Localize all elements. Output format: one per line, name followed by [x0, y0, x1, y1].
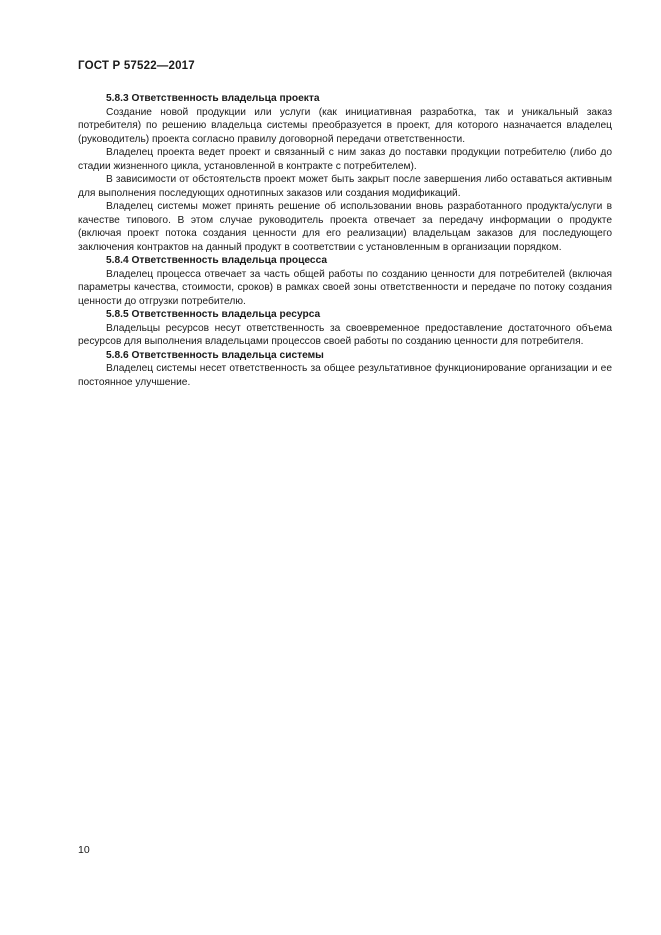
- section-heading-5-8-3: 5.8.3 Ответственность владельца проекта: [106, 93, 320, 104]
- document-body: [78, 92, 612, 389]
- paragraph: В зависимости от обстоятельств проект может быть закрыт после завершения либо оставаться активным для выполнения последующих однотипных заказов или создания модификаций.: [78, 174, 612, 199]
- section-heading-5-8-4: 5.8.4 Ответственность владельца процесса: [106, 255, 328, 266]
- paragraph: Владельцы ресурсов несут ответственность за своевременное предоставление достаточного объема ресурсов для выполнения владельцами процессов своей работы по созданию ценности для потребителя.: [78, 322, 612, 347]
- paragraph: Владелец системы может принять решение об использовании вновь разработанного продукта/услуги в качестве типового. В этом случае руководитель проекта отвечает за передачу информации о продукте (включая проект потока создания ценности для его реализации) владельцам заказов для последующего заключения контрактов на данный продукт в соответствии с установленным в организации порядком.: [78, 201, 612, 253]
- paragraph: Создание новой продукции или услуги (как инициативная разработка, так и уникальный заказ потребителя) по решению владельца системы преобразуется в проект, для которого назначается владелец (руководитель) проекта согласно правилу договорной передачи ответственности.: [78, 106, 612, 145]
- paragraph: Владелец процесса отвечает за часть общей работы по созданию ценности для потребителей (включая параметры качества, стоимости, сроков) в рамках своей зоны ответственности и передаче по потоку создания ценности до отгрузки потребителю.: [78, 268, 612, 307]
- section-heading-5-8-5: 5.8.5 Ответственность владельца ресурса: [106, 309, 321, 320]
- paragraph: Владелец проекта ведет проект и связанный с ним заказ до поставки продукции потребителю (либо до стадии жизненного цикла, установленной в контракте с потребителем).: [78, 147, 612, 172]
- section-heading-5-8-6: 5.8.6 Ответственность владельца системы: [106, 349, 324, 361]
- page-number: 10: [78, 844, 90, 856]
- paragraph: Владелец системы несет ответственность за общее результативное функционирование организации и ее постоянное улучшение.: [78, 363, 612, 388]
- document-code: ГОСТ Р 57522—2017: [78, 60, 195, 72]
